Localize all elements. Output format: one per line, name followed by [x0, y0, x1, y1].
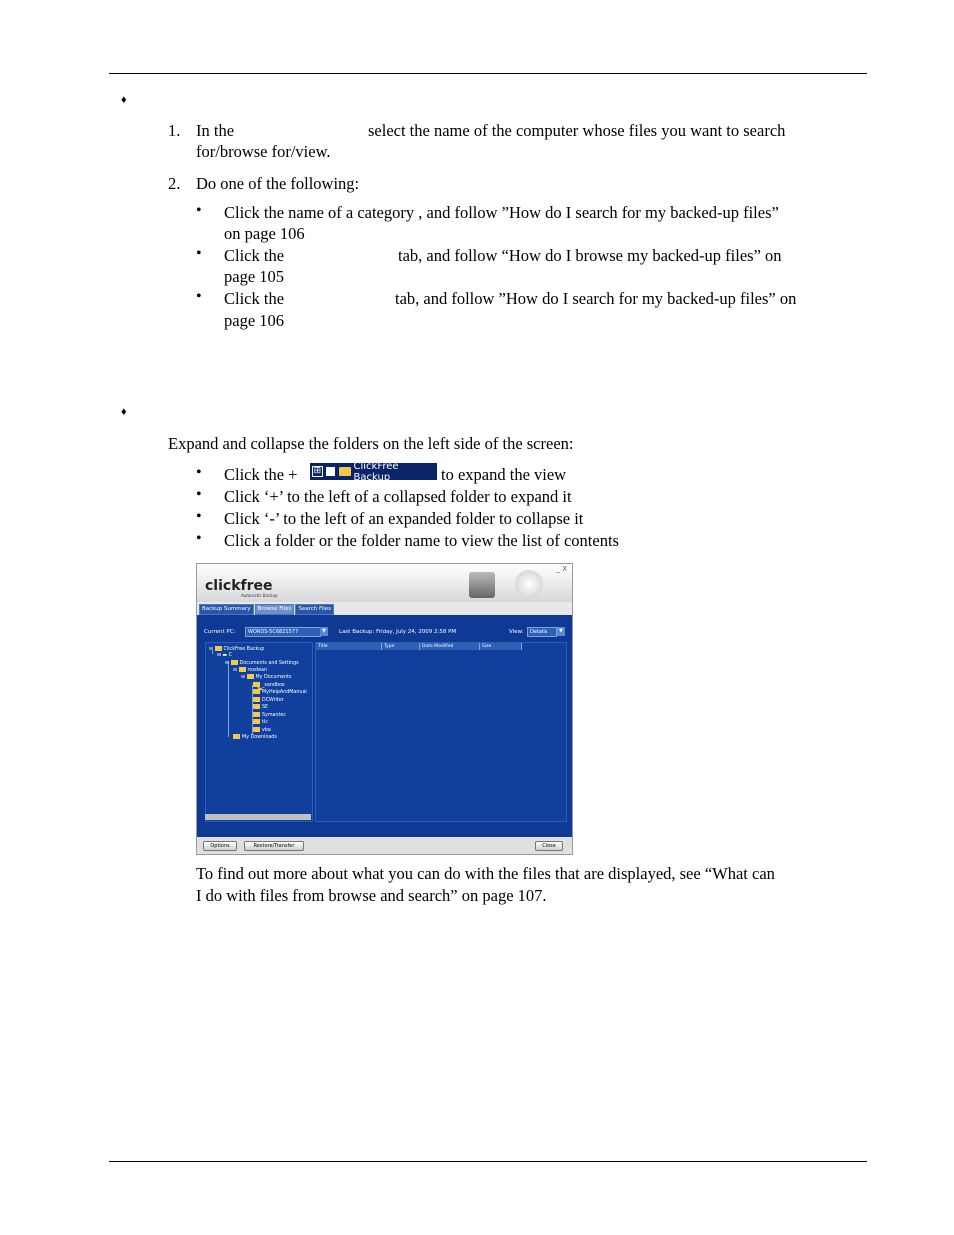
file-list[interactable] [315, 642, 567, 822]
tree-line [228, 661, 229, 737]
tree-node[interactable] [253, 719, 268, 725]
footer-rule [109, 1161, 867, 1162]
chevron-down-icon[interactable]: ▼ [557, 627, 565, 636]
app-main-panel [197, 615, 572, 837]
bullet-dot: • [196, 530, 202, 547]
expand-plus-icon: ⊞ [313, 466, 322, 476]
section2-diamond-bullet: ♦ [121, 406, 127, 418]
step2-bullet2-start: Click the [224, 246, 285, 265]
tree-node[interactable] [233, 734, 277, 740]
folder-icon [339, 467, 351, 476]
tree-node-label: My Downloads [242, 735, 277, 740]
tab-backup-summary[interactable]: Backup Summary [199, 604, 254, 615]
folder-icon [231, 660, 238, 665]
tree-node[interactable]: ⊟ My Documents [241, 675, 292, 680]
device-image [469, 572, 495, 598]
inline-tree-root-image [310, 460, 437, 483]
folder-icon [239, 667, 246, 672]
tree-node[interactable] [253, 697, 284, 703]
disc-image [515, 570, 543, 598]
step1-text-start: In the [196, 121, 235, 140]
step2-text: Do one of the following: [196, 174, 360, 193]
current-pc-select[interactable]: WORDS-5C6821577 [245, 627, 321, 637]
window-controls[interactable]: _ X [556, 565, 567, 573]
step2-bullet3-start: Click the [224, 289, 285, 308]
section2-intro: Expand and collapse the folders on the left side of the screen: [168, 434, 574, 453]
tree-node[interactable]: ⊟ ▬ C [217, 653, 232, 658]
folder-icon [253, 727, 260, 732]
app-footer [197, 837, 572, 854]
step2-number: 2. [168, 174, 181, 193]
step2-bullet2-wrap: page 105 [224, 267, 285, 286]
step2-bullet2-end: tab, and follow “How do I browse my backed-up files” on [398, 246, 782, 265]
bullet-dot: • [196, 486, 202, 503]
step1-text-wrap: for/browse for/view. [196, 142, 331, 161]
view-contents-bullet: Click a folder or the folder name to view the list of contents [224, 531, 619, 550]
tree-node-label: roxdean [247, 668, 268, 673]
expand-folder-bullet: Click ‘+’ to the left of a collapsed folder to expand it [224, 487, 572, 506]
collapse-folder-bullet: Click ‘-’ to the left of an expanded folder to collapse it [224, 509, 584, 528]
tree-node[interactable]: ⊟ Documents and Settings [225, 661, 299, 666]
column-header-type[interactable]: Type [382, 643, 420, 650]
bullet-dot: • [196, 202, 202, 219]
tab-browse-files[interactable]: Browse Files [255, 604, 295, 615]
tab-search-files[interactable]: Search Files [295, 604, 334, 615]
expand-bullet-end: to expand the view [441, 465, 567, 484]
step2-bullet1: Click the name of a category , and follow ”How do I search for my backed-up files” [224, 203, 779, 222]
bullet-dot: • [196, 508, 202, 525]
checkbox-icon [326, 467, 335, 476]
bullet-dot: • [196, 288, 202, 305]
folder-icon [233, 734, 240, 739]
column-header-date-modified[interactable]: Date Modified [420, 643, 480, 650]
tree-node[interactable] [253, 727, 271, 733]
folder-icon [253, 697, 260, 702]
close-button[interactable]: Close [535, 841, 563, 851]
mouse-cursor-icon: ➤ [256, 685, 264, 695]
view-label: View: [509, 629, 524, 635]
folder-icon [253, 712, 260, 717]
clickfree-browse-screenshot [196, 563, 573, 855]
closing-paragraph: To find out more about what you can do with the files that are displayed, see “What can [196, 864, 775, 883]
bullet-dot: • [196, 464, 202, 481]
expand-bullet-start: Click the + [224, 465, 298, 484]
section1-diamond-bullet: ♦ [121, 94, 127, 106]
step1-number: 1. [168, 121, 181, 140]
tree-node[interactable] [253, 704, 268, 710]
header-rule [109, 73, 867, 74]
tree-node-label: SE [262, 705, 269, 710]
folder-tree[interactable] [205, 642, 313, 822]
folder-icon [253, 704, 260, 709]
tree-node-label: My Documents [255, 675, 292, 680]
clickfree-logo: clickfree [205, 578, 273, 594]
app-header [197, 564, 572, 602]
tree-horizontal-scrollbar[interactable] [205, 814, 311, 820]
step1-text-end: select the name of the computer whose files you want to search [368, 121, 786, 140]
step2-bullet3-wrap: page 106 [224, 311, 285, 330]
tree-node-label: Symantec [262, 713, 287, 718]
tree-node-label: Documents and Settings [239, 661, 299, 666]
restore-transfer-button[interactable]: Restore/Transfer [244, 841, 304, 851]
inline-tree-label: ClickFree Backup [353, 460, 399, 483]
closing-paragraph-wrap: I do with files from browse and search” on page 107. [196, 886, 547, 905]
tree-node-label: ClickFree Backup [223, 647, 265, 652]
last-backup-text: Last Backup: Friday, July 24, 2009 2:58 PM [339, 629, 457, 635]
tree-node-label: DCWriter [262, 698, 284, 703]
tree-node[interactable]: ⊟ ClickFree Backup [209, 647, 265, 652]
tree-node-label: tlc [262, 720, 268, 725]
folder-icon [215, 646, 222, 651]
bullet-dot: • [196, 245, 202, 262]
tree-node-label: vba [262, 728, 271, 733]
view-select[interactable]: Details [527, 627, 557, 637]
column-header-size[interactable]: Size [480, 643, 522, 650]
tree-node-label: C [228, 653, 232, 658]
tree-node-label: _sandbox [262, 683, 285, 688]
folder-icon [253, 719, 260, 724]
current-pc-label: Current PC: [204, 629, 236, 635]
chevron-down-icon[interactable]: ▼ [320, 627, 328, 636]
tree-node[interactable]: ⊟ roxdean [233, 668, 268, 673]
step2-bullet1-wrap: on page 106 [224, 224, 305, 243]
tree-node-label: MyHelpAndManual [262, 690, 307, 695]
column-header-title[interactable]: Title [316, 643, 382, 650]
app-tabs [199, 604, 335, 614]
tree-node[interactable] [253, 712, 286, 718]
logo-tagline: Automatic Backup [241, 593, 278, 598]
options-button[interactable]: Options [203, 841, 237, 851]
step2-bullet3-end: tab, and follow ”How do I search for my backed-up files” on [395, 289, 797, 308]
folder-icon [247, 674, 254, 679]
